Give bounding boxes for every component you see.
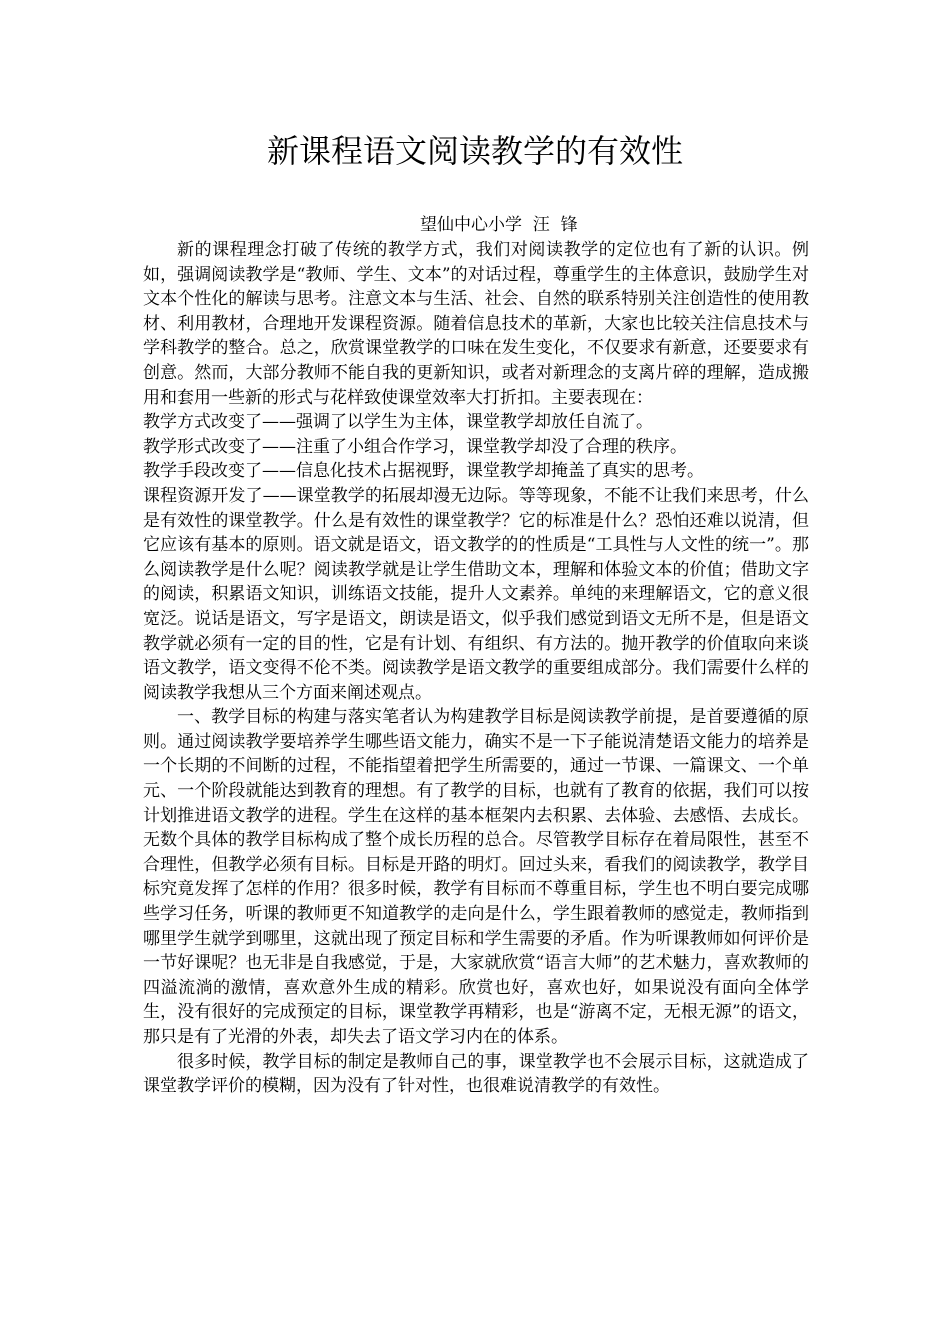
paragraph: 课程资源开发了——课堂教学的拓展却漫无边际。等等现象，不能不让我们来思考，什么是有效性的课堂教学。什么是有效性的课堂教学？它的标准是什么？恐怕还难以说清，但它应该有基本的原则。语文就是语文，语文教学的的性质是“工具性与人文性的统一”。那么阅读教学是什么呢？阅读教学就是让学生借助文本，理解和体验文本的价值；借助文字的阅读，积累语文知识，训练语文技能，提升人文素养。单纯的来理解语文，它的意义很宽泛。说话是语文，写字是语文，朗读是语文，似乎我们感觉到语文无所不是，但是语文教学就必须有一定的目的性，它是有计划、有组织、有方法的。抛开教学的价值取向来谈语文教学，语文变得不伦不类。阅读教学是语文教学的重要组成部分。我们需要什么样的阅读教学我想从三个方面来阐述观点。 xyxy=(143,485,809,703)
author-line: 望仙中心小学 汪 锋 xyxy=(420,215,578,235)
paragraph: 教学方式改变了——强调了以学生为主体，课堂教学却放任自流了。 xyxy=(143,412,653,433)
paragraph: 一、教学目标的构建与落实笔者认为构建教学目标是阅读教学前提，是首要遵循的原则。通过阅读教学要培养学生哪些语文能力，确实不是一下子能说清楚语文能力的培养是一个长期的不间断的过程，不能指望着把学生所需要的，通过一节课、一篇课文、一个单元、一个阶段就能达到教育的理想。有了教学的目标，也就有了教育的依据，我们可以按计划推进语文教学的进程。学生在这样的基本框架内去积累、去体验、去感悟、去成长。无数个具体的教学目标构成了整个成长历程的总合。尽管教学目标存在着局限性，甚至不合理性，但教学必须有目标。目标是开路的明灯。回过头来，看我们的阅读教学，教学目标究竟发挥了怎样的作用？很多时候，教学有目标而不尊重目标，学生也不明白要完成哪些学习任务，听课的教师更不知道教学的走向是什么，学生跟着教师的感觉走，教师指到哪里学生就学到哪里，这就出现了预定目标和学生需要的矛盾。作为听课教师如何评价是一节好课呢？也无非是自我感觉，于是，大家就欣赏“语言大师”的艺术魅力，喜欢教师的四溢流淌的激情，喜欢意外生成的精彩。欣赏也好，喜欢也好，如果说没有面向全体学生，没有很好的完成预定的目标，课堂教学再精彩，也是“游离不定，无根无源”的语文，那只是有了光滑的外表，却失去了语文学习内在的体系。 xyxy=(143,707,809,1047)
paragraph: 教学形式改变了——注重了小组合作学习，课堂教学却没了合理的秩序。 xyxy=(143,436,687,457)
paragraph: 教学手段改变了——信息化技术占据视野，课堂教学却掩盖了真实的思考。 xyxy=(143,461,704,482)
document-body xyxy=(143,238,809,1099)
document-title: 新课程语文阅读教学的有效性 xyxy=(266,132,683,170)
paragraph: 很多时候，教学目标的制定是教师自己的事，课堂教学也不会展示目标，这就造成了课堂教学评价的模糊，因为没有了针对性，也很难说清教学的有效性。 xyxy=(143,1051,809,1097)
paragraph: 新的课程理念打破了传统的教学方式，我们对阅读教学的定位也有了新的认识。例如，强调阅读教学是“教师、学生、文本”的对话过程，尊重学生的主体意识，鼓励学生对文本个性化的解读与思考。注意文本与生活、社会、自然的联系特别关注创造性的使用教材、利用教材，合理地开发课程资源。随着信息技术的革新，大家也比较关注信息技术与学科教学的整合。总之，欣赏课堂教学的口味在发生变化，不仅要求有新意，还要要求有创意。然而，大部分教师不能自我的更新知识，或者对新理念的支离片碎的理解，造成搬用和套用一些新的形式与花样致使课堂效率大打折扣。主要表现在： xyxy=(143,240,809,408)
